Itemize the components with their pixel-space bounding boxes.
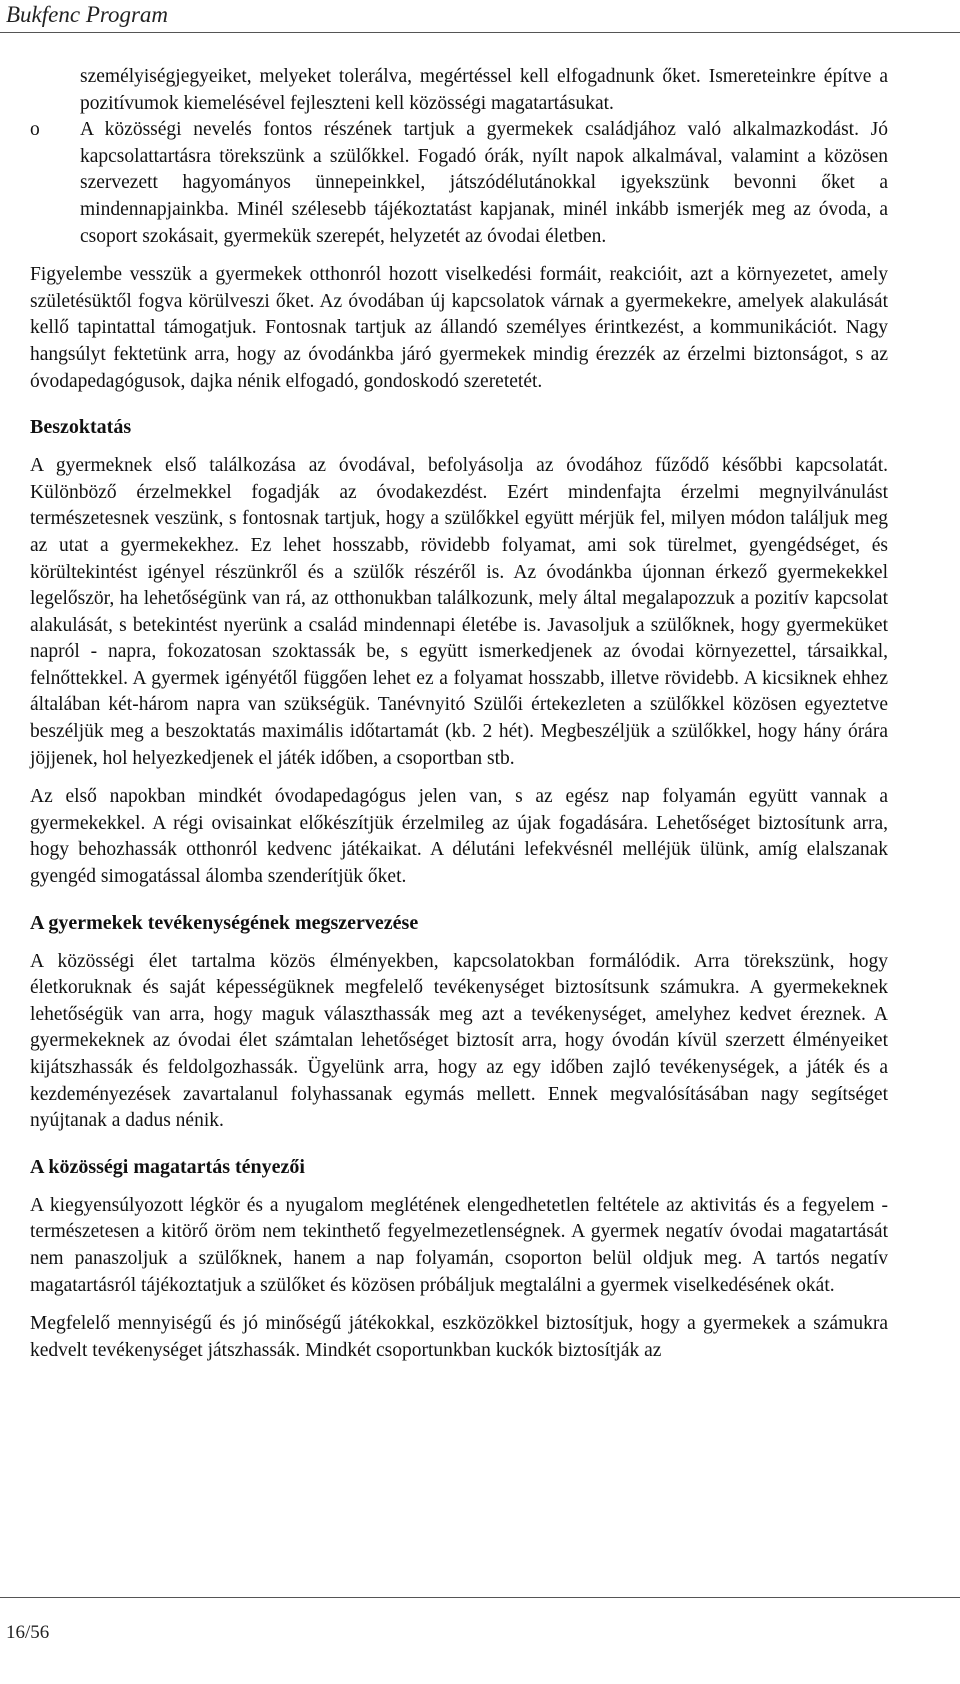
- tevekenyseg-paragraph-1: A közösségi élet tartalma közös élményekben, kapcsolatokban formálódik. Arra törekszünk, hogy életkoruknak és saját képességüknek megfelelő tevékenységet biztosítsunk számukra. A gyermekeknek lehetőségük van arra, hogy maguk választhassák meg azt a tevékenységet, amelyhez kedvet éreznek. A gyermekeknek az óvodai élet számtalan lehetőséget biztosít arra, hogy óvodán kívül szerzett élményeiket kijátszhassák és feldolgozhassák. Ügyelünk arra, hogy az egy időben zajló tevékenységek, a játék és a kezdeményezések zavartalanul folyhassanak egymás mellett. Ennek megvalósításában nagy segítséget nyújtanak a dadus nénik.: [30, 950, 888, 1132]
- bullet-item-continued-text: személyiségjegyeiket, melyeket tolerálva, megértéssel kell elfogadnunk őket. Ismereteinkre építve a pozitívumok kiemelésével fejleszteni kell közösségi magatartásukat.: [80, 66, 888, 114]
- header-divider: [0, 32, 960, 33]
- bullet-item-continued: [30, 64, 888, 117]
- section-heading-beszoktatas: Beszoktatás: [30, 416, 132, 439]
- intro-paragraph: Figyelembe vesszük a gyermekek otthonról hozott viselkedési formáit, reakcióit, azt a környezetet, amely születésüktől fogva körülveszi őket. Az óvodában új kapcsolatok várnak a gyermekekre, amelyek alakulását kellő tapintattal támogatjuk. Fontosnak tartjuk az állandó személyes érintkezést, a kommunikációt. Nagy hangsúlyt fektetünk arra, hogy az óvodánkba járó gyermekek mindig érezzék az érzelmi biztonságot, s az óvodapedagógusok, dajka nénik elfogadó, gondoskodó szeretetét.: [30, 264, 888, 392]
- beszoktatas-paragraph-1: A gyermeknek első találkozása az óvodával, befolyásolja az óvodához fűződő későbbi kapcsolatát. Különböző érzelmekkel fogadják az óvodakezdést. Ezért mindenfajta érzelmi megnyilvánulást természetesnek veszünk, s fontosnak tartjuk, hogy a szülőkkel együtt mérjük fel, milyen módon találjuk meg az utat a gyermekekhez. Ez lehet hosszabb, rövidebb folyamat, ami sok türelmet, gyengédséget, és körültekintést igényel részünkről és a szülők részéről is. Az óvodánkba újonnan érkező gyermekekkel legelőször, ha lehetőségünk van rá, az otthonukban találkozunk, mely által megalapozzuk a pozitív kapcsolat alakulását, s betekintést nyerünk a család mindennapi életébe is. Javasoljuk a szülőknek, hogy gyermeküket napról - napra, fokozatosan szoktassák be, s együtt ismerkedjenek az óvodai környezettel, társaikkal, felnőttekkel. A gyermek igényétől függően lehet ez a folyamat hosszabb, illetve rövidebb. A kicsiknek ehhez általában két-három napra van szükségük. Tanévnyitó Szülői értekezleten a szülőkkel közösen egyeztetve beszéljük meg a beszoktatás maximális időtartamát (kb. 2 hét). Megbeszéljük a szülőkkel, hogy hány órára jöjjenek, hol helyezkedjenek el játék időben, a csoportban stb.: [30, 455, 888, 769]
- footer-divider: [0, 1597, 960, 1598]
- bullet-item-family: [30, 117, 888, 250]
- beszoktatas-paragraph-2: Az első napokban mindkét óvodapedagógus jelen van, s az egész nap folyamán együtt vannak a gyermekekkel. A régi ovisainkat előkészítjük érzelmileg az újak fogadására. Lehetőséget biztosítunk arra, hogy behozhassák otthonról kedvenc játékaikat. A délutáni lefekvésnél melléjük ülünk, amíg elalszanak gyengéd simogatással álomba szenderítjük őket.: [30, 786, 888, 888]
- page-number: 16/56: [6, 1622, 50, 1643]
- document-body: [30, 64, 888, 1364]
- section-heading-tenyezoi: A közösségi magatartás tényezői: [30, 1155, 305, 1178]
- bullet-marker: o: [30, 119, 40, 141]
- tenyezoi-paragraph-2: Megfelelő mennyiségű és jó minőségű játékokkal, eszközökkel biztosítjuk, hogy a gyermekek a számukra kedvelt tevékenységet játszhassák. Mindkét csoportunkban kuckók biztosítják az: [30, 1313, 888, 1361]
- bullet-item-family-text: A közösségi nevelés fontos részének tartjuk a gyermekek családjához való alkalmazkodást. Jó kapcsolattartásra törekszünk a szülőkkel. Fogadó órák, nyílt napok alkalmával, valamint a közösen szervezett hagyományos ünnepeinkkel, játszódélutánokkal igyekszünk bevonni őket a mindennapjainkba. Minél szélesebb tájékoztatást kapjanak, minél inkább ismerjék meg az óvoda, a csoport szokásait, gyermekük szerepét, helyzetét az óvodai életben.: [80, 119, 888, 247]
- section-heading-tevekenyseg: A gyermekek tevékenységének megszervezése: [30, 911, 419, 934]
- running-header-title: Bukfenc Program: [6, 2, 169, 27]
- tenyezoi-paragraph-1: A kiegyensúlyozott légkör és a nyugalom meglétének elengedhetetlen feltétele az aktivitás és a fegyelem - természetesen a kitörő öröm nem tekinthető fegyelmezetlenségnek. A gyermek negatív óvodai magatartását nem panaszoljuk a szülőknek, hanem a nap folyamán, csoporton belül oldjuk meg. A tartós negatív magatartásról tájékoztatjuk a szülőket és közösen próbáljuk megtalálni a gyermek viselkedésének okát.: [30, 1194, 888, 1296]
